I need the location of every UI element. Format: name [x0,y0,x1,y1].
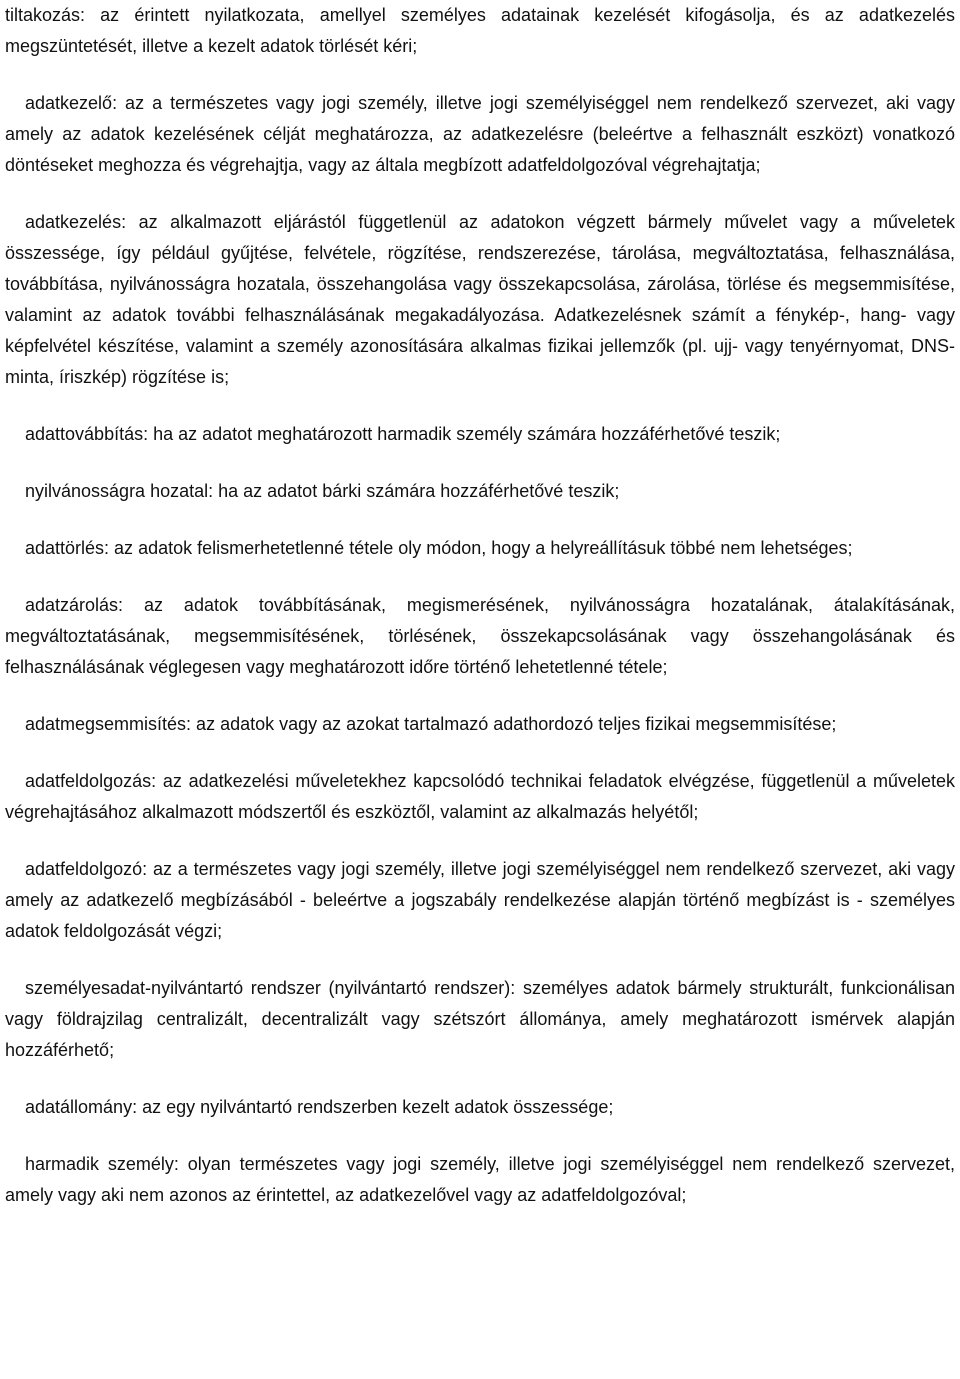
paragraph-adatfeldolgozo: adatfeldolgozó: az a természetes vagy jogi személy, illetve jogi személyiséggel nem rendelkező szervezet, aki vagy amely az adatkezelő megbízásából - beleértve a jogszabály rendelkezése alapján történő megbízást is - személyes adatok feldolgozását végzi; [5,859,955,941]
paragraph-adattovabbitas: adattovábbítás: ha az adatot meghatározott harmadik személy számára hozzáférhetővé teszik; [25,424,781,444]
paragraph-harmadik-szemely: harmadik személy: olyan természetes vagy jogi személy, illetve jogi személyiséggel nem rendelkező szervezet, amely vagy aki nem azonos az érintettel, az adatkezelővel vagy az adatfeldolgozóval; [5,1154,955,1205]
paragraph-tiltakozas: tiltakozás: az érintett nyilatkozata, amellyel személyes adatainak kezelését kifogásolja, és az adatkezelés megszüntetését, illetve a kezelt adatok törlését kéri; [5,5,955,56]
paragraph-adattorles: adattörlés: az adatok felismerhetetlenné tétele oly módon, hogy a helyreállításuk többé nem lehetséges; [25,538,853,558]
paragraph-adatmegsemmisites: adatmegsemmisítés: az adatok vagy az azokat tartalmazó adathordozó teljes fizikai megsemmisítése; [25,714,837,734]
paragraph-adatzarolas: adatzárolás: az adatok továbbításának, megismerésének, nyilvánosságra hozatalának, átalakításának, megváltoztatásának, megsemmisítésének, törlésének, összekapcsolásának vagy összehangolásának és felhasználásának véglegesen vagy meghatározott időre történő lehetetlenné tétele; [5,595,955,677]
document-page [5,0,955,1211]
paragraph-nyilvantarto-rendszer: személyesadat-nyilvántartó rendszer (nyilvántartó rendszer): személyes adatok bármely strukturált, funkcionálisan vagy földrajzilag centralizált, decentralizált vagy szétszórt állománya, amely meghatározott ismérvek alapján hozzáférhető; [5,978,955,1060]
paragraph-adatfeldolgozas: adatfeldolgozás: az adatkezelési műveletekhez kapcsolódó technikai feladatok elvégzése, függetlenül a műveletek végrehajtásához alkalmazott módszertől és eszköztől, valamint az alkalmazás helyétől; [5,771,955,822]
paragraph-adatallomany: adatállomány: az egy nyilvántartó rendszerben kezelt adatok összessége; [25,1097,614,1117]
paragraph-adatkezelo: adatkezelő: az a természetes vagy jogi személy, illetve jogi személyiséggel nem rendelkező szervezet, aki vagy amely az adatok kezelésének célját meghatározza, az adatkezelésre (beleértve a felhasznált eszközt) vonatkozó döntéseket meghozza és végrehajtja, vagy az általa megbízott adatfeldolgozóval végrehajtatja; [5,93,955,175]
paragraph-nyilvanossagra-hozatal: nyilvánosságra hozatal: ha az adatot bárki számára hozzáférhetővé teszik; [25,481,620,501]
paragraph-adatkezeles: adatkezelés: az alkalmazott eljárástól függetlenül az adatokon végzett bármely művelet vagy a műveletek összessége, így például gyűjtése, felvétele, rögzítése, rendszerezése, tárolása, megváltoztatása, felhasználása, továbbítása, nyilvánosságra hozatala, összehangolása vagy összekapcsolása, zárolása, törlése és megsemmisítése, valamint az adatok további felhasználásának megakadályozása. Adatkezelésnek számít a fénykép-, hang- vagy képfelvétel készítése, valamint a személy azonosítására alkalmas fizikai jellemzők (pl. ujj- vagy tenyérnyomat, DNS-minta, íriszkép) rögzítése is; [5,212,955,387]
